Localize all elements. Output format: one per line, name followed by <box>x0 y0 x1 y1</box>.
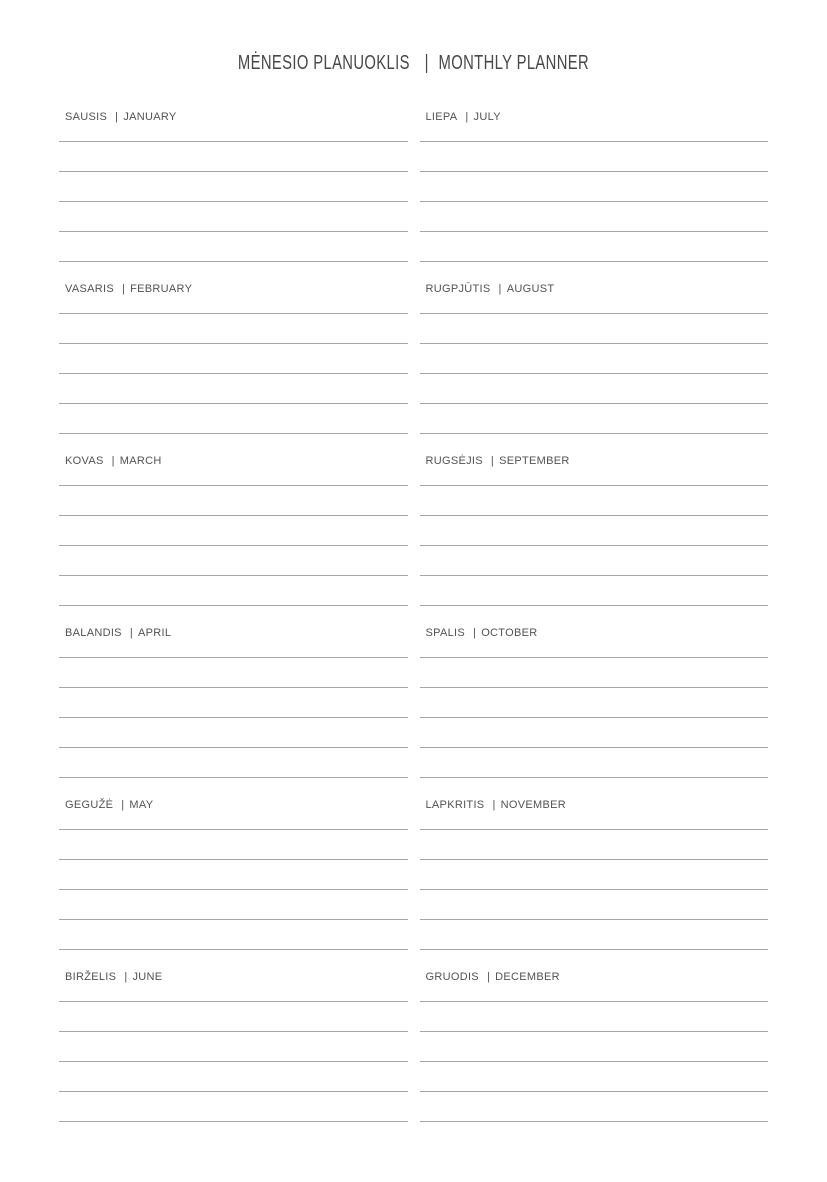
month-section-march <box>59 454 408 626</box>
month-name-lt: VASARIS <box>65 283 114 295</box>
month-section-august <box>420 282 769 454</box>
month-separator: | <box>492 799 496 811</box>
ruled-line <box>420 232 769 262</box>
ruled-line <box>420 516 769 546</box>
month-name-en: JUNE <box>132 971 163 983</box>
ruled-line <box>420 658 769 688</box>
ruled-line <box>59 546 408 576</box>
ruled-line <box>420 546 769 576</box>
ruled-line <box>420 860 769 890</box>
page-title <box>108 0 720 74</box>
ruled-line <box>59 890 408 920</box>
month-section-may <box>59 798 408 970</box>
month-separator: | <box>124 971 128 983</box>
month-name-lt: GEGUŽĖ <box>65 799 114 811</box>
month-label <box>420 626 769 658</box>
title-separator: | <box>424 52 429 74</box>
month-label <box>59 970 408 1002</box>
ruled-line <box>420 374 769 404</box>
ruled-line <box>59 202 408 232</box>
month-section-april <box>59 626 408 798</box>
month-separator: | <box>129 627 133 639</box>
month-separator: | <box>498 283 502 295</box>
ruled-line <box>420 920 769 950</box>
ruled-line <box>420 344 769 374</box>
month-label <box>420 110 769 142</box>
month-label <box>59 798 408 830</box>
ruled-line <box>420 576 769 606</box>
ruled-line <box>420 486 769 516</box>
month-section-june <box>59 970 408 1142</box>
ruled-line <box>59 172 408 202</box>
ruled-line <box>420 404 769 434</box>
month-separator: | <box>115 111 119 123</box>
ruled-line <box>59 748 408 778</box>
month-section-january <box>59 110 408 282</box>
month-name-lt: SPALIS <box>425 627 466 639</box>
month-name-en: OCTOBER <box>481 627 538 639</box>
month-name-en: SEPTEMBER <box>499 455 570 467</box>
month-name-en: APRIL <box>137 627 172 639</box>
month-name-lt: SAUSIS <box>65 111 108 123</box>
ruled-line <box>59 658 408 688</box>
ruled-line <box>420 1062 769 1092</box>
ruled-line <box>420 1092 769 1122</box>
ruled-line <box>420 172 769 202</box>
month-separator: | <box>473 627 477 639</box>
ruled-line <box>59 830 408 860</box>
ruled-line <box>420 1002 769 1032</box>
month-name-en: FEBRUARY <box>130 283 193 295</box>
ruled-line <box>59 688 408 718</box>
ruled-line <box>59 860 408 890</box>
month-name-lt: KOVAS <box>65 455 104 467</box>
month-label <box>59 110 408 142</box>
page-title-english: MONTHLY PLANNER <box>438 52 590 74</box>
ruled-line <box>59 920 408 950</box>
month-separator: | <box>111 455 115 467</box>
ruled-line <box>59 486 408 516</box>
month-name-lt: GRUODIS <box>425 971 479 983</box>
month-label <box>59 626 408 658</box>
month-section-november <box>420 798 769 970</box>
planner-grid <box>59 110 768 1142</box>
month-separator: | <box>490 455 495 467</box>
month-label <box>420 970 769 1002</box>
ruled-line <box>59 142 408 172</box>
ruled-line <box>59 344 408 374</box>
month-name-en: AUGUST <box>506 283 555 295</box>
ruled-line <box>420 314 769 344</box>
month-name-lt: RUGSĖJIS <box>425 455 483 467</box>
month-name-lt: LIEPA <box>425 111 458 123</box>
month-separator: | <box>486 971 491 983</box>
ruled-line <box>59 1002 408 1032</box>
ruled-line <box>59 1092 408 1122</box>
month-section-october <box>420 626 769 798</box>
ruled-line <box>420 1032 769 1062</box>
month-name-en: MARCH <box>119 455 162 467</box>
month-label <box>420 454 769 486</box>
month-name-lt: BALANDIS <box>65 627 122 639</box>
month-name-lt: BIRŽELIS <box>65 971 117 983</box>
ruled-line <box>420 830 769 860</box>
ruled-line <box>59 718 408 748</box>
month-label <box>420 798 769 830</box>
ruled-line <box>59 1032 408 1062</box>
ruled-line <box>420 688 769 718</box>
month-section-december <box>420 970 769 1142</box>
month-separator: | <box>465 111 469 123</box>
ruled-line <box>59 374 408 404</box>
month-name-en: NOVEMBER <box>500 799 566 811</box>
ruled-line <box>59 404 408 434</box>
page-title-lithuanian: MĖNESIO PLANUOKLIS <box>237 52 410 74</box>
month-section-february <box>59 282 408 454</box>
ruled-line <box>420 890 769 920</box>
ruled-line <box>420 718 769 748</box>
month-name-en: JANUARY <box>123 111 177 123</box>
ruled-line <box>59 516 408 546</box>
ruled-line <box>59 314 408 344</box>
month-label <box>59 282 408 314</box>
month-label <box>59 454 408 486</box>
month-label <box>420 282 769 314</box>
ruled-line <box>59 576 408 606</box>
ruled-line <box>420 142 769 172</box>
month-name-en: DECEMBER <box>495 971 560 983</box>
month-name-lt: LAPKRITIS <box>425 799 485 811</box>
month-section-september <box>420 454 769 626</box>
ruled-line <box>420 748 769 778</box>
month-name-en: JULY <box>473 111 501 123</box>
ruled-line <box>420 202 769 232</box>
month-section-july <box>420 110 769 282</box>
month-name-en: MAY <box>129 799 154 811</box>
ruled-line <box>59 1062 408 1092</box>
month-separator: | <box>121 799 125 811</box>
ruled-line <box>59 232 408 262</box>
month-name-lt: RUGPJŪTIS <box>425 283 491 295</box>
month-separator: | <box>121 283 126 295</box>
